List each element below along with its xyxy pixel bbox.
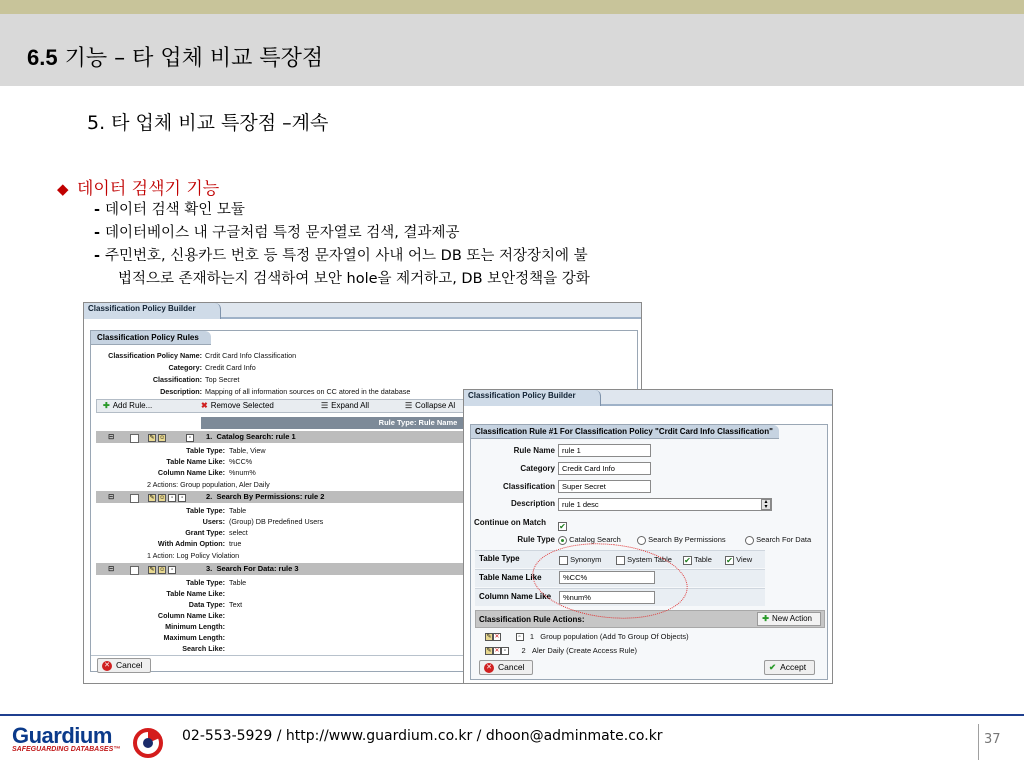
collapse-all-button[interactable]: ☰ Collapse Al: [405, 401, 456, 410]
rule-type-search-by-permissions[interactable]: Search By Permissions: [637, 535, 726, 545]
rule-editor-window: [463, 389, 833, 684]
policy-classification-row: Classification: Top Secret: [152, 375, 240, 384]
continue-on-match-label: Continue on Match: [474, 518, 546, 527]
policy-name-row: Classification Policy Name: Crdit Card Info Classification: [108, 351, 297, 360]
partner-logo: [128, 724, 170, 758]
column-name-like-field[interactable]: %num%: [559, 591, 655, 604]
title-band: [0, 14, 1024, 86]
rule-detail: Table Type: Table, View: [186, 446, 266, 455]
rule-detail: Maximum Length:: [163, 633, 225, 642]
cancel-button[interactable]: ✕ Cancel: [479, 660, 533, 675]
checkbox-checked-icon[interactable]: ✔: [726, 555, 733, 565]
bullet-item: - 데이터베이스 내 구글처럼 특정 문자열로 검색, 결과제공: [94, 225, 460, 241]
action-icon[interactable]: ▫: [178, 494, 186, 502]
edit-icon[interactable]: ✎: [149, 495, 155, 502]
rule-detail: Grant Type: select: [185, 528, 248, 537]
rule-action-item: ✎ ✕ ▫ 2 Aler Daily (Create Access Rule): [486, 646, 637, 655]
checkbox-checked-icon[interactable]: ✔: [684, 555, 691, 565]
rule-detail: Minimum Length:: [165, 622, 225, 631]
action-icon[interactable]: ▫: [168, 494, 176, 502]
category-label: Category: [520, 464, 555, 473]
radio-icon[interactable]: [745, 536, 754, 545]
tab-policy-builder[interactable]: Classification Policy Builder: [84, 303, 221, 319]
footer-rule: [0, 714, 1024, 716]
category-field[interactable]: Credit Card Info: [558, 462, 651, 475]
cancel-icon: ✕: [102, 661, 112, 671]
action-icon[interactable]: ▫: [516, 633, 524, 641]
bullet-continuation: 법적으로 존재하는지 검색하여 보안 hole을 제거하고, DB 보안정책을 강화: [118, 271, 590, 287]
rule-title: 2. Search By Permissions: rule 2: [206, 492, 325, 501]
rule-checkbox[interactable]: [130, 566, 139, 575]
column-name-like-row: Column Name Like: [475, 588, 765, 606]
bullet-item: - 데이터 검색 확인 모듈: [94, 202, 245, 218]
accept-button[interactable]: ✔ Accept: [764, 660, 815, 675]
rule-checkbox[interactable]: [130, 494, 139, 503]
rule-detail: Column Name Like:: [157, 611, 225, 620]
rule-detail: With Admin Option: true: [157, 539, 242, 548]
edit-icon[interactable]: ✎: [486, 648, 492, 655]
edit-icon[interactable]: ✎: [149, 567, 155, 574]
rule-type-column-header: Rule Type: Rule Name: [201, 417, 635, 429]
plus-icon: ✚: [762, 614, 769, 623]
rule-detail: Table Name Like: %CC%: [166, 457, 253, 466]
feature-heading: ◆ 데이터 검색기 기능: [57, 179, 220, 199]
rule-detail: Table Type: Table: [186, 578, 247, 587]
rule-title: 1. Catalog Search: rule 1: [206, 432, 296, 441]
checkmark-icon: ✔: [769, 662, 777, 672]
description-field[interactable]: rule 1 desc: [558, 498, 772, 511]
rule-actions-summary: 2 Actions: Group population, Aler Daily: [147, 480, 270, 489]
rule-editor-title: Classification Rule #1 For Classification Policy "Crdit Card Info Classification": [471, 425, 779, 439]
users-icon[interactable]: ☺: [159, 435, 166, 442]
rule-detail: Table Type: Table: [186, 506, 247, 515]
action-icon[interactable]: ▫: [168, 566, 176, 574]
rule-action-item: ✎ ✕ ▫ 1 Group population (Add To Group Of Objects): [486, 632, 689, 641]
panel-tab[interactable]: Classification Policy Rules: [91, 331, 211, 345]
rule-detail: Users: (Group) DB Predefined Users: [202, 517, 324, 526]
bullet-list: [94, 199, 590, 291]
rule-name-label: Rule Name: [513, 446, 555, 455]
radio-selected-icon[interactable]: [558, 536, 567, 545]
delete-icon[interactable]: ✕: [494, 648, 500, 655]
rule-actions-header: Classification Rule Actions: ✚ New Action: [475, 610, 825, 628]
users-icon[interactable]: ☺: [159, 567, 166, 574]
slide-subtitle: 5. 타 업체 비교 특장점 –계속: [87, 112, 329, 134]
action-icon[interactable]: ▫: [501, 647, 509, 655]
edit-icon[interactable]: ✎: [149, 435, 155, 442]
expand-all-button[interactable]: ☰ Expand All: [321, 401, 369, 410]
policy-category-row: Category: Credit Card Info: [168, 363, 256, 372]
guardium-logo: Guardium SAFEGUARDING DATABASES™: [12, 723, 121, 753]
window-tabbar: [84, 303, 641, 319]
table-type-system-table[interactable]: System Table: [616, 555, 672, 565]
window-tabbar: [464, 390, 832, 406]
collapse-toggle-icon[interactable]: ⊟: [108, 564, 115, 573]
table-type-row: Table Type Synonym System Table ✔ Table ✔ View: [475, 550, 765, 568]
page-number: 37: [984, 732, 1001, 747]
delete-icon[interactable]: ✕: [494, 634, 500, 641]
contact-info: 02-553-5929 / http://www.guardium.co.kr / dhoon@adminmate.co.kr: [182, 728, 663, 744]
description-label: Description: [510, 499, 555, 508]
tab-policy-builder[interactable]: Classification Policy Builder: [464, 390, 601, 406]
slide-title: 6.5 기능 – 타 업체 비교 특장점: [27, 45, 324, 71]
collapse-toggle-icon[interactable]: ⊟: [108, 492, 115, 501]
rule-detail: Column Name Like: %num%: [157, 468, 256, 477]
partner-logo-mark-icon: [128, 724, 170, 758]
radio-icon[interactable]: [637, 536, 646, 545]
plus-icon: ✚: [103, 401, 110, 410]
action-icon[interactable]: ▫: [186, 434, 194, 442]
rule-title: 3. Search For Data: rule 3: [206, 564, 299, 573]
rule-detail: Search Like:: [182, 644, 225, 653]
rule-name-field[interactable]: rule 1: [558, 444, 651, 457]
table-type-synonym[interactable]: Synonym: [559, 555, 601, 565]
classification-label: Classification: [502, 482, 555, 491]
description-spinner-icon[interactable]: ▴ ▾: [761, 499, 771, 510]
users-icon[interactable]: ☺: [159, 495, 166, 502]
new-action-button[interactable]: ✚ New Action: [757, 612, 821, 626]
cancel-icon: ✕: [484, 663, 494, 673]
continue-on-match-checkbox[interactable]: ✔: [559, 522, 566, 532]
cancel-button[interactable]: ✕ Cancel: [97, 658, 151, 673]
rule-detail: Data Type: Text: [188, 600, 243, 609]
table-type-table[interactable]: ✔ Table: [684, 555, 712, 565]
policy-description-row: Description: Mapping of all information sources on CC atored in the database: [160, 387, 411, 396]
rule-type-label: Rule Type: [517, 535, 555, 544]
edit-icon[interactable]: ✎: [486, 634, 492, 641]
collapse-toggle-icon[interactable]: ⊟: [108, 432, 115, 441]
collapse-icon: ☰: [405, 401, 413, 410]
rule-type-search-for-data[interactable]: Search For Data: [745, 535, 811, 545]
bullet-item: - 주민번호, 신용카드 번호 등 특정 문자열이 사내 어느 DB 또는 저장장치에 불: [94, 248, 588, 264]
rule-detail: Table Name Like:: [166, 589, 225, 598]
add-rule-button[interactable]: ✚ Add Rule...: [103, 401, 153, 410]
rule-checkbox[interactable]: [130, 434, 139, 443]
diamond-bullet-icon: ◆: [57, 180, 69, 198]
rule-actions-summary: 1 Action: Log Policy Violation: [147, 551, 240, 560]
rule-type-catalog-search[interactable]: Catalog Search: [558, 535, 621, 545]
table-name-like-field[interactable]: %CC%: [559, 571, 655, 584]
remove-icon: ✖: [201, 401, 208, 410]
expand-icon: ☰: [321, 401, 329, 410]
table-type-view[interactable]: ✔ View: [726, 555, 753, 565]
top-accent-strip: [0, 0, 1024, 14]
page-separator: [978, 724, 979, 760]
classification-field[interactable]: Super Secret: [558, 480, 651, 493]
remove-selected-button[interactable]: ✖ Remove Selected: [201, 401, 274, 410]
table-name-like-row: Table Name Like: [475, 569, 765, 587]
